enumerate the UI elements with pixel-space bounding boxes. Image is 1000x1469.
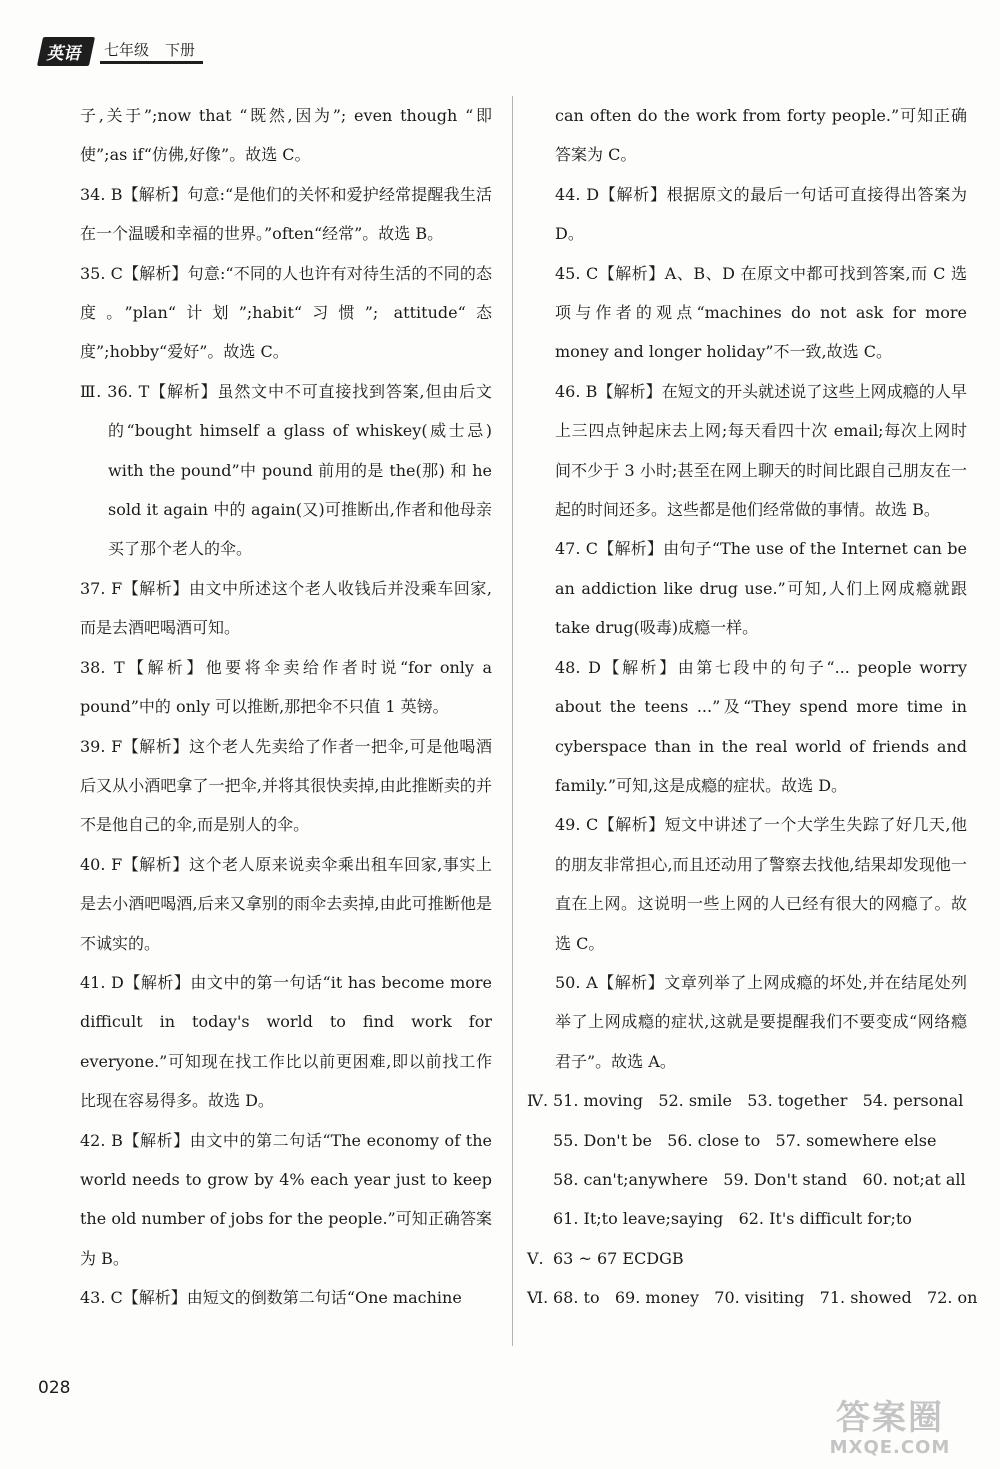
section-iv-row <box>527 1160 967 1199</box>
fill-answer: 70. visiting <box>714 1288 805 1308</box>
fill-answer: 68. to <box>553 1288 600 1308</box>
header-grade-volume <box>100 39 203 64</box>
left-column <box>80 96 492 1318</box>
watermark-logo <box>800 1398 980 1460</box>
answer-item: 44. D【解析】根据原文的最后一句话可直接得出答案为 D。 <box>555 184 967 244</box>
answer-item: 37. F【解析】由文中所述这个老人收钱后并没乘车回家,而是去酒吧喝酒可知。 <box>80 578 492 638</box>
fill-answer: 61. It;to leave;saying <box>553 1209 724 1229</box>
fill-answer: 52. smile <box>658 1091 732 1111</box>
volume-label: 下册 <box>165 40 196 59</box>
answer-item: 34. B【解析】句意:“是他们的关怀和爱护经常提醒我生活在一个温暖和幸福的世界。”often“经常”。故选 B。 <box>80 184 492 244</box>
answer-item: 50. A【解析】文章列举了上网成瘾的坏处,并在结尾处列举了上网成瘾的症状,这就是要提醒我们不要变成“网络瘾君子”。故选 A。 <box>555 972 967 1071</box>
grade-label: 七年级 <box>104 40 150 59</box>
answer-item: 43. C【解析】由短文的倒数第二句话“One machine <box>80 1288 462 1308</box>
answer-item: can often do the work from forty people.”可知正确答案为 C。 <box>555 106 967 165</box>
section-numeral: Ⅵ. <box>527 1288 549 1308</box>
answer-item: 42. B【解析】由文中的第二句话“The economy of the world needs to grow by 4% each year just to keep the old number of jobs for the people.”可知正确答案为 B。 <box>80 1130 492 1268</box>
section-vi <box>527 1278 978 1317</box>
fill-answer: 53. together <box>747 1091 848 1111</box>
section-iv-row <box>527 1199 967 1238</box>
answer-item: 48. D【解析】由第七段中的句子“... people worry about the teens ...”及“They spend more time in cyberspace than in the real world of friends and family.”可知,这是成瘾的症状。故选 D。 <box>555 657 967 795</box>
answer-item: 49. C【解析】短文中讲述了一个大学生失踪了好几天,他的朋友非常担心,而且还动用了警察去找他,结果却发现他一直在上网。这说明一些上网的人已经有很大的网瘾了。故选 C。 <box>555 815 967 953</box>
page-number: 028 <box>38 1378 71 1398</box>
answer-item: 41. D【解析】由文中的第一句话“it has become more difficult in today's world to find work for everyone.”可知现在找工作比以前更困难,即以前找工作比现在容易得多。故选 D。 <box>80 972 492 1111</box>
answer-item: 40. F【解析】这个老人原来说卖伞乘出租车回家,事实上是去小酒吧喝酒,后来又拿别的雨伞去卖掉,由此可推断他是不诚实的。 <box>80 854 492 953</box>
section-v-answers: 63 ~ 67 ECDGB <box>553 1248 684 1268</box>
section-iv-row <box>527 1121 967 1160</box>
page-header <box>40 38 203 64</box>
section-v <box>527 1239 967 1278</box>
watermark-url: MXQE.COM <box>829 1437 951 1458</box>
section-iv-row <box>527 1081 967 1120</box>
answer-item: 子,关于”;now that “既然,因为”; even though “即使”;as if“仿佛,好像”。故选 C。 <box>80 106 492 165</box>
column-divider <box>512 96 513 1346</box>
answer-item: 45. C【解析】A、B、D 在原文中都可找到答案,而 C 选项与作者的观点“machines do not ask for more money and longer holiday”不一致,故选 C。 <box>555 263 967 362</box>
fill-answer: 56. close to <box>667 1130 761 1150</box>
answer-item: 38. T【解析】他要将伞卖给作者时说“for only a pound”中的 only 可以推断,那把伞不只值 1 英镑。 <box>80 657 492 717</box>
subject-badge: 英语 <box>37 37 95 66</box>
answer-item: 47. C【解析】由句子“The use of the Internet can be an addiction like drug use.”可知,人们上网成瘾就跟 take drug(吸毒)成瘾一样。 <box>555 539 967 638</box>
answer-item: Ⅲ. 36. T【解析】虽然文中不可直接找到答案,但由后文的“bought himself a glass of whiskey(威士忌) with the pound”中 pound 前用的是 the(那) 和 he sold it again 中的 again(又)可推断出,作者和他母亲买了那个老人的伞。 <box>80 381 492 559</box>
section-numeral: Ⅴ. <box>527 1248 544 1268</box>
fill-answer: 60. not;at all <box>862 1169 966 1189</box>
fill-answer: 57. somewhere else <box>775 1130 937 1150</box>
answer-item: 39. F【解析】这个老人先卖给了作者一把伞,可是他喝酒后又从小酒吧拿了一把伞,并将其很快卖掉,由此推断卖的并不是他自己的伞,而是别人的伞。 <box>80 736 492 835</box>
answer-item: 46. B【解析】在短文的开头就述说了这些上网成瘾的人早上三四点钟起床去上网;每天看四十次 email;每次上网时间不少于 3 小时;甚至在网上聊天的时间比跟自己朋友在一起的时间还多。这些都是他们经常做的事情。故选 B。 <box>555 381 967 520</box>
answer-item: 35. C【解析】句意:“不同的人也许有对待生活的不同的态度。”plan“计划”;habit“习惯”; attitude“态度”;hobby“爱好”。故选 C。 <box>80 263 492 362</box>
watermark-text: 答案圈 <box>836 1398 944 1438</box>
section-numeral: Ⅳ. <box>527 1091 549 1111</box>
right-column <box>527 96 978 1318</box>
fill-answer: 55. Don't be <box>553 1130 652 1150</box>
fill-answer: 62. It's difficult for;to <box>738 1209 912 1229</box>
section-iv <box>527 1081 978 1317</box>
fill-answer: 51. moving <box>553 1091 644 1111</box>
fill-answer: 72. on <box>927 1288 978 1308</box>
fill-answer: 69. money <box>614 1288 700 1308</box>
fill-answer: 58. can't;anywhere <box>553 1169 709 1189</box>
fill-answer: 71. showed <box>819 1288 912 1308</box>
fill-answer: 54. personal <box>862 1091 964 1111</box>
fill-answer: 59. Don't stand <box>723 1169 848 1189</box>
